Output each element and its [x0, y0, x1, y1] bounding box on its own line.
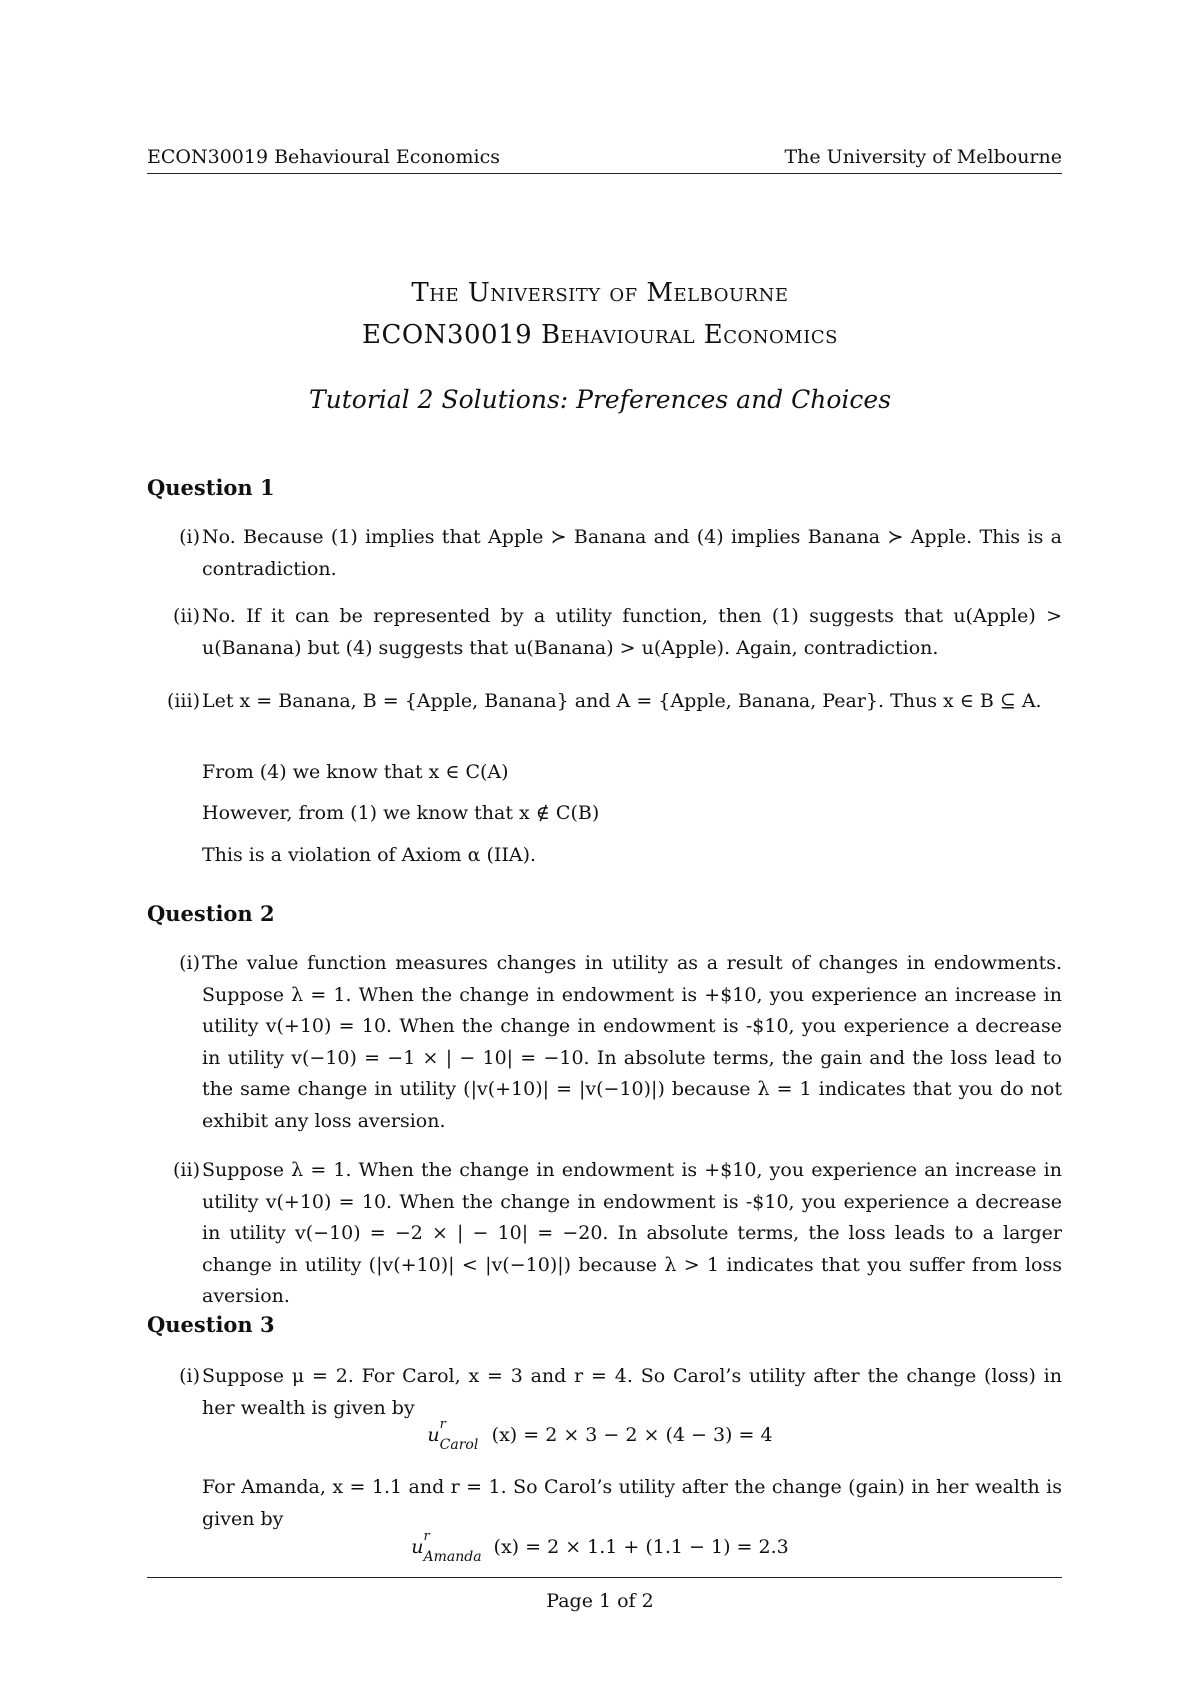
equation-carol-text: (x) = 2 × 3 − 2 × (4 − 3) = 4 [491, 1424, 773, 1446]
q1-i-number: (i) [179, 526, 200, 548]
question-1-heading: Question 1 [147, 475, 275, 500]
question-2-heading: Question 2 [147, 901, 275, 926]
q1-iii-line-2-text: From (4) we know that x ∈ C(A) [202, 761, 509, 783]
q2-i-number: (i) [179, 952, 200, 974]
q1-i-text: No. Because (1) implies that Apple ≻ Banana and (4) implies Banana ≻ Apple. This is a contradiction. [202, 526, 1062, 580]
page-number: Page 1 of 2 [546, 1590, 654, 1612]
question-3-heading: Question 3 [147, 1312, 275, 1337]
q2-ii-text: Suppose λ = 1. When the change in endowment is +$10, you experience an increase in utility v(+10) = 10. When the change in endowment is -$10, you experience a decrease in utility v(−10) = −2 × | − 10| = −20. In absolute terms, the loss leads to a larger change in utility (|v(+10)| < |v(−10)|) because λ > 1 indicates that you suffer from loss aversion. [202, 1159, 1062, 1307]
q3-i-number: (i) [179, 1365, 200, 1387]
title-university: The University of Melbourne [411, 278, 789, 308]
title-course: ECON30019 Behavioural Economics [362, 320, 838, 350]
equation-amanda: u r Amanda (x) = 2 × 1.1 + (1.1 − 1) = 2.3 [411, 1529, 789, 1565]
header-course: ECON30019 Behavioural Economics [147, 146, 500, 168]
q2-ii-number: (ii) [173, 1159, 200, 1181]
q2-i-text: The value function measures changes in utility as a result of changes in endowments. Suppose λ = 1. When the change in endowment is +$10, you experience an increase in utility v(+10) = 10. When the change in endowment is -$10, you experience a decrease in utility v(−10) = −1 × | − 10| = −10. In absolute terms, the gain and the loss lead to the same change in utility (|v(+10)| = |v(−10)|) because λ = 1 indicates that you do not exhibit any loss aversion. [202, 952, 1062, 1132]
q3-amanda-paragraph: For Amanda, x = 1.1 and r = 1. So Carol’s utility after the change (gain) in her wealth is given by [202, 1476, 1062, 1530]
equation-amanda-text: (x) = 2 × 1.1 + (1.1 − 1) = 2.3 [493, 1536, 789, 1558]
q1-iii-line-4-text: This is a violation of Axiom α (IIA). [202, 844, 537, 866]
header-university: The University of Melbourne [784, 146, 1062, 168]
q1-iii-line-3-text: However, from (1) we know that x ∉ C(B) [202, 802, 600, 824]
q3-i-text: Suppose μ = 2. For Carol, x = 3 and r = 4. So Carol’s utility after the change (loss) in her wealth is given by [202, 1365, 1062, 1419]
footer-rule [147, 1577, 1062, 1578]
equation-carol: u r Carol (x) = 2 × 3 − 2 × (4 − 3) = 4 [427, 1417, 773, 1453]
q1-ii-number: (ii) [173, 605, 200, 627]
title-tutorial: Tutorial 2 Solutions: Preferences and Choices [308, 385, 892, 414]
header-rule [147, 173, 1062, 174]
q1-iii-number: (iii) [166, 690, 200, 712]
q1-iii-text: Let x = Banana, B = {Apple, Banana} and A = {Apple, Banana, Pear}. Thus x ∈ B ⊆ A. [202, 690, 1042, 712]
q1-ii-text: No. If it can be represented by a utility function, then (1) suggests that u(Apple) > u(Banana) but (4) suggests that u(Banana) > u(Apple). Again, contradiction. [202, 605, 1062, 659]
running-header [147, 146, 1062, 168]
